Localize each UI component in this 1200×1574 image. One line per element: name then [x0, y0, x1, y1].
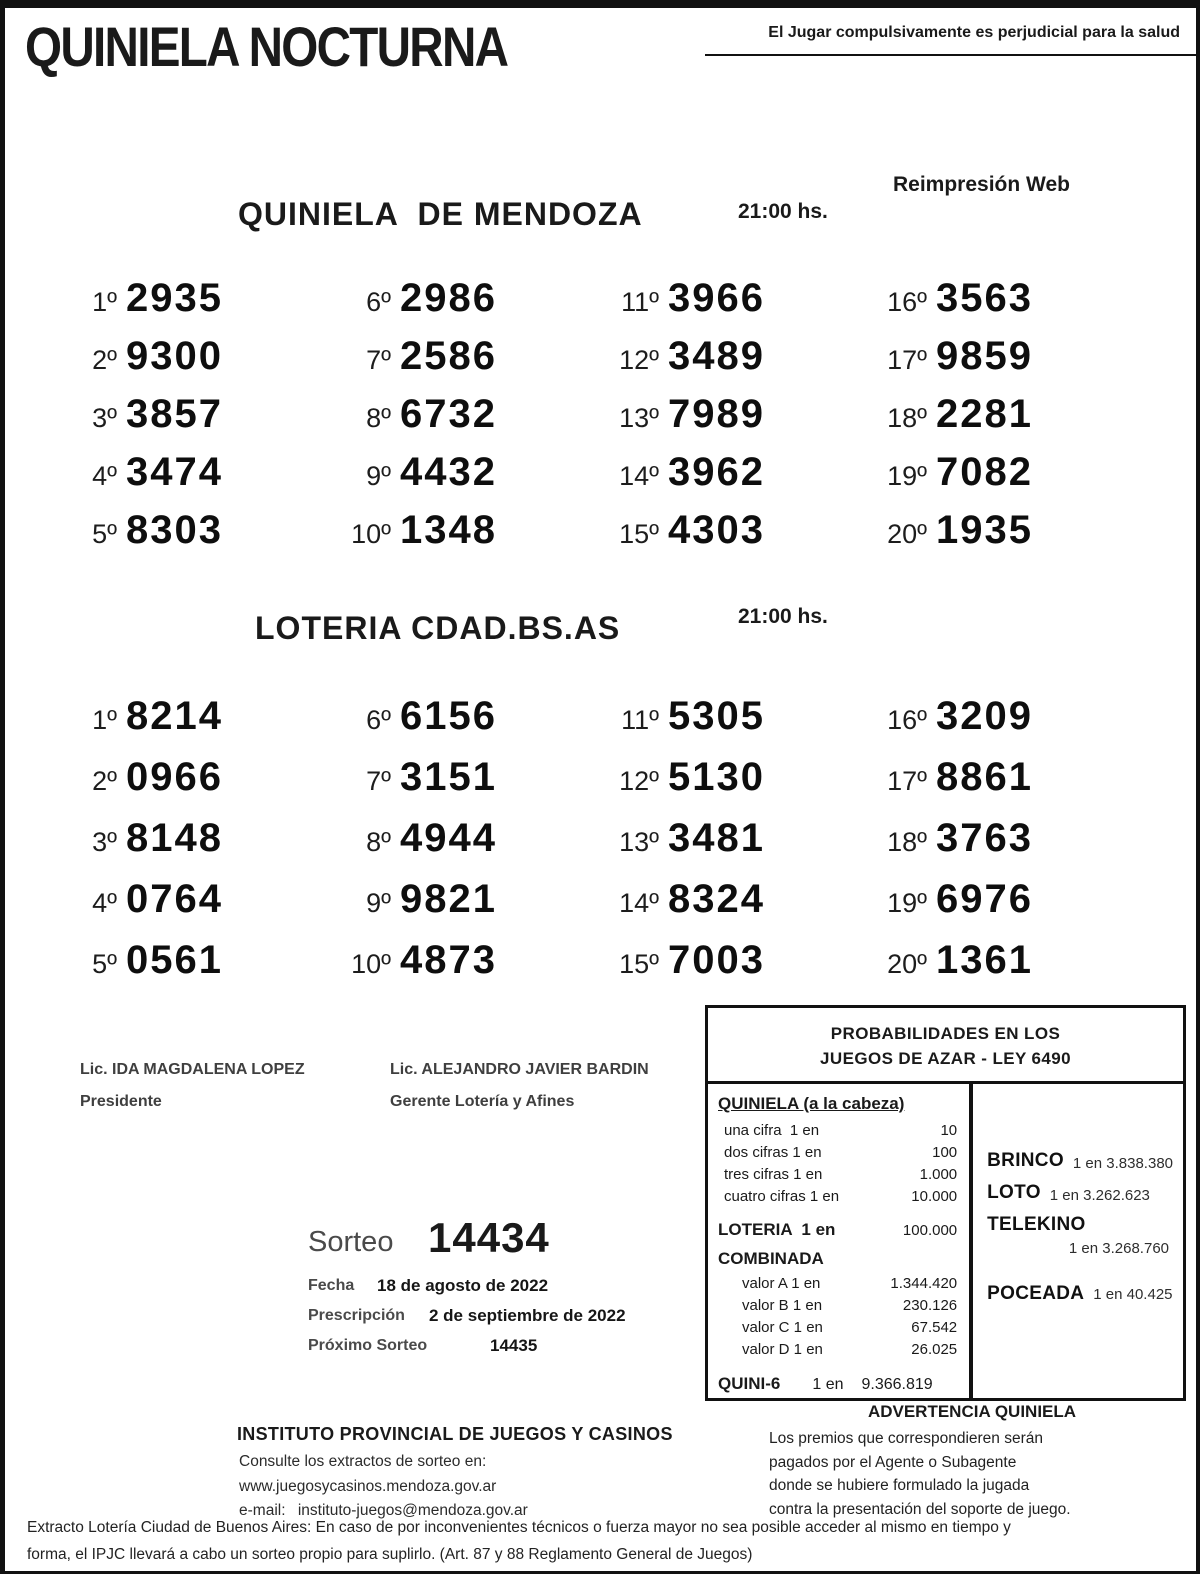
probabilities-title: PROBABILIDADES EN LOS JUEGOS DE AZAR - LEY 6490 — [708, 1008, 1183, 1084]
combinada-header: COMBINADA — [718, 1249, 824, 1268]
result-position: 17º — [887, 345, 927, 375]
combinada-prob-rows — [716, 1273, 959, 1360]
footnote-line-1: Extracto Lotería Ciudad de Buenos Aires: En caso de por inconvenientes técnicos o fuerza mayor no sea posible acceder al mismo en tiempo y — [27, 1519, 1011, 1536]
result-cell — [335, 450, 603, 508]
result-number: 3962 — [668, 450, 765, 494]
result-position: 9º — [366, 461, 391, 491]
result-number: 8214 — [126, 694, 223, 738]
email-label: e-mail: — [239, 1502, 286, 1519]
result-cell — [603, 755, 871, 816]
bsas-section-title: LOTERIA CDAD.BS.AS — [255, 610, 621, 646]
result-cell — [335, 334, 603, 392]
institute-consult-line: Consulte los extractos de sorteo en: — [239, 1453, 487, 1470]
official-manager-name: Lic. ALEJANDRO JAVIER BARDIN — [390, 1061, 649, 1078]
result-number: 3474 — [126, 450, 223, 494]
result-cell — [871, 877, 1141, 938]
result-position: 3º — [92, 827, 117, 857]
probability-value: 230.126 — [902, 1297, 958, 1314]
loteria-probability-row: LOTERIA 1 en 100.000 — [718, 1220, 958, 1239]
result-number: 4432 — [400, 450, 497, 494]
result-position: 11º — [621, 705, 659, 735]
probabilities-box — [705, 1005, 1186, 1401]
result-position: 7º — [366, 345, 391, 375]
probability-value: 100 — [932, 1144, 958, 1161]
probability-row — [724, 1142, 957, 1163]
result-number: 4944 — [400, 816, 497, 860]
loto-probability: LOTO 1 en 3.262.623 — [987, 1182, 1150, 1204]
result-number: 1348 — [400, 508, 497, 552]
result-position: 18º — [887, 827, 927, 857]
probability-row — [724, 1120, 957, 1141]
result-position: 7º — [366, 766, 391, 796]
sorteo-label: Sorteo — [308, 1226, 394, 1258]
result-cell — [335, 392, 603, 450]
probability-label: tres cifras 1 en — [724, 1166, 823, 1183]
result-number: 3563 — [936, 276, 1033, 320]
result-number: 0764 — [126, 877, 223, 921]
advertencia-block — [747, 1402, 1197, 1521]
result-position: 15º — [619, 519, 659, 549]
result-number: 4873 — [400, 938, 497, 982]
result-cell — [61, 755, 335, 816]
result-cell — [871, 755, 1141, 816]
result-position: 14º — [619, 888, 659, 918]
page-title: QUINIELA NOCTURNA — [25, 15, 508, 78]
result-number: 7082 — [936, 450, 1033, 494]
result-position: 5º — [92, 519, 117, 549]
result-cell — [61, 276, 335, 334]
footnote — [27, 1514, 1192, 1568]
result-position: 10º — [351, 519, 391, 549]
probability-label: cuatro cifras 1 en — [724, 1188, 840, 1205]
probability-value: 10 — [940, 1122, 958, 1139]
health-warning: El Jugar compulsivamente es perjudicial para la salud — [768, 24, 1180, 41]
result-cell — [61, 694, 335, 755]
probability-label: valor D 1 en — [742, 1341, 823, 1358]
result-position: 8º — [366, 403, 391, 433]
probability-row — [742, 1317, 957, 1338]
result-number: 3763 — [936, 816, 1033, 860]
result-number: 9859 — [936, 334, 1033, 378]
result-position: 3º — [92, 403, 117, 433]
result-position: 5º — [92, 949, 117, 979]
result-position: 15º — [619, 949, 659, 979]
result-position: 13º — [619, 827, 659, 857]
result-number: 3151 — [400, 755, 497, 799]
result-cell — [603, 694, 871, 755]
result-cell — [871, 938, 1141, 999]
probability-label: valor B 1 en — [742, 1297, 823, 1314]
brinco-probability: BRINCO 1 en 3.838.380 — [987, 1150, 1173, 1172]
result-cell — [335, 276, 603, 334]
result-number: 0966 — [126, 755, 223, 799]
result-number: 2281 — [936, 392, 1033, 436]
result-cell — [603, 877, 871, 938]
result-cell — [871, 334, 1141, 392]
result-position: 2º — [92, 345, 117, 375]
bsas-draw-time: 21:00 hs. — [738, 605, 828, 628]
result-position: 16º — [887, 287, 927, 317]
result-cell — [335, 694, 603, 755]
proximo-sorteo-label: Próximo Sorteo — [308, 1337, 428, 1354]
advertencia-line: donde se hubiere formulado la jugada — [769, 1477, 1030, 1494]
result-number: 2586 — [400, 334, 497, 378]
result-number: 6732 — [400, 392, 497, 436]
result-position: 20º — [887, 519, 927, 549]
probability-value: 1.344.420 — [890, 1275, 958, 1292]
result-cell — [603, 334, 871, 392]
probability-value: 26.025 — [911, 1341, 958, 1358]
result-number: 2986 — [400, 276, 497, 320]
mendoza-section-title: QUINIELA DE MENDOZA — [238, 196, 643, 232]
header-divider — [705, 54, 1196, 56]
result-position: 20º — [887, 949, 927, 979]
result-number: 3966 — [668, 276, 765, 320]
result-position: 19º — [887, 888, 927, 918]
result-position: 14º — [619, 461, 659, 491]
official-manager-role: Gerente Lotería y Afines — [390, 1093, 575, 1110]
result-position: 10º — [351, 949, 391, 979]
result-number: 9821 — [400, 877, 497, 921]
result-cell — [61, 334, 335, 392]
result-position: 6º — [366, 705, 391, 735]
quiniela-prob-rows — [716, 1120, 959, 1207]
result-cell — [871, 276, 1141, 334]
result-number: 3489 — [668, 334, 765, 378]
probability-row — [742, 1339, 957, 1360]
result-number: 5130 — [668, 755, 765, 799]
probability-label: una cifra 1 en — [724, 1122, 820, 1139]
result-number: 3209 — [936, 694, 1033, 738]
result-number: 0561 — [126, 938, 223, 982]
official-president-name: Lic. IDA MAGDALENA LOPEZ — [80, 1061, 305, 1078]
result-number: 5305 — [668, 694, 765, 738]
result-number: 8303 — [126, 508, 223, 552]
poceada-probability: POCEADA 1 en 40.425 — [987, 1283, 1173, 1304]
result-position: 11º — [621, 287, 659, 317]
probability-row — [742, 1295, 957, 1316]
telekino-probability: TELEKINO 1 en 3.268.760 — [987, 1214, 1169, 1257]
result-cell — [61, 450, 335, 508]
result-number: 7003 — [668, 938, 765, 982]
result-cell — [871, 392, 1141, 450]
result-number: 1361 — [936, 938, 1033, 982]
institute-name: INSTITUTO PROVINCIAL DE JUEGOS Y CASINOS — [237, 1424, 673, 1444]
result-cell — [61, 392, 335, 450]
result-position: 8º — [366, 827, 391, 857]
result-number: 9300 — [126, 334, 223, 378]
institute-website: www.juegosycasinos.mendoza.gov.ar — [239, 1478, 497, 1495]
prescripcion-value: 2 de septiembre de 2022 — [429, 1306, 626, 1325]
result-number: 8148 — [126, 816, 223, 860]
quini6-probability-row: QUINI-6 1 en 9.366.819 — [718, 1374, 933, 1393]
result-position: 16º — [887, 705, 927, 735]
result-cell — [335, 816, 603, 877]
result-cell — [335, 755, 603, 816]
result-position: 1º — [92, 287, 117, 317]
probability-label: dos cifras 1 en — [724, 1144, 822, 1161]
result-number: 8861 — [936, 755, 1033, 799]
result-number: 7989 — [668, 392, 765, 436]
result-number: 3857 — [126, 392, 223, 436]
advertencia-title: ADVERTENCIA QUINIELA — [867, 1402, 1077, 1421]
result-position: 13º — [619, 403, 659, 433]
result-cell — [603, 276, 871, 334]
result-cell — [61, 508, 335, 566]
mendoza-draw-time: 21:00 hs. — [738, 200, 828, 223]
result-cell — [61, 877, 335, 938]
result-cell — [603, 938, 871, 999]
fecha-value: 18 de agosto de 2022 — [377, 1276, 549, 1295]
result-cell — [603, 392, 871, 450]
result-cell — [603, 450, 871, 508]
result-position: 12º — [619, 766, 659, 796]
result-number: 1935 — [936, 508, 1033, 552]
result-position: 18º — [887, 403, 927, 433]
reprint-label: Reimpresión Web — [893, 173, 1070, 196]
result-cell — [335, 938, 603, 999]
probability-value: 67.542 — [911, 1319, 958, 1336]
result-cell — [603, 508, 871, 566]
probabilities-left-column — [708, 1084, 973, 1398]
probabilities-right-column — [973, 1084, 1183, 1398]
fecha-label: Fecha — [308, 1277, 355, 1294]
result-cell — [335, 508, 603, 566]
result-cell — [335, 877, 603, 938]
result-position: 19º — [887, 461, 927, 491]
advertencia-line: Los premios que correspondieren serán — [769, 1430, 1043, 1447]
advertencia-text — [747, 1427, 1197, 1521]
result-number: 6156 — [400, 694, 497, 738]
footnote-line-2: forma, el IPJC llevará a cabo un sorteo propio para suplirlo. (Art. 87 y 88 Reglamento General de Juegos) — [27, 1546, 753, 1563]
result-cell — [871, 694, 1141, 755]
result-position: 1º — [92, 705, 117, 735]
official-president-role: Presidente — [80, 1093, 162, 1110]
result-position: 17º — [887, 766, 927, 796]
result-cell — [61, 816, 335, 877]
result-position: 4º — [92, 461, 117, 491]
proximo-sorteo-value: 14435 — [490, 1336, 538, 1355]
sorteo-number: 14434 — [428, 1214, 550, 1261]
result-position: 12º — [619, 345, 659, 375]
result-cell — [603, 816, 871, 877]
probability-label: valor A 1 en — [742, 1275, 821, 1292]
result-number: 8324 — [668, 877, 765, 921]
result-cell — [871, 450, 1141, 508]
probability-row — [742, 1273, 957, 1294]
quiniela-prob-header: QUINIELA (a la cabeza) — [718, 1094, 905, 1113]
advertencia-line: pagados por el Agente o Subagente — [769, 1453, 1017, 1471]
result-position: 6º — [366, 287, 391, 317]
prescripcion-label: Prescripción — [308, 1307, 405, 1324]
result-number: 3481 — [668, 816, 765, 860]
probability-value: 10.000 — [911, 1188, 958, 1205]
probability-label: valor C 1 en — [742, 1319, 823, 1336]
probability-row — [724, 1186, 957, 1207]
result-cell — [871, 508, 1141, 566]
probability-row — [724, 1164, 957, 1185]
email-address: instituto-juegos@mendoza.gov.ar — [297, 1502, 528, 1519]
result-cell — [871, 816, 1141, 877]
mendoza-results-grid — [61, 276, 1171, 566]
result-cell — [61, 938, 335, 999]
probability-value: 1.000 — [919, 1166, 958, 1183]
bsas-results-grid — [61, 694, 1171, 999]
result-number: 6976 — [936, 877, 1033, 921]
result-number: 4303 — [668, 508, 765, 552]
result-position: 2º — [92, 766, 117, 796]
result-position: 9º — [366, 888, 391, 918]
result-position: 4º — [92, 888, 117, 918]
advertencia-line: contra la presentación del soporte de juego. — [769, 1500, 1071, 1518]
result-number: 2935 — [126, 276, 223, 320]
